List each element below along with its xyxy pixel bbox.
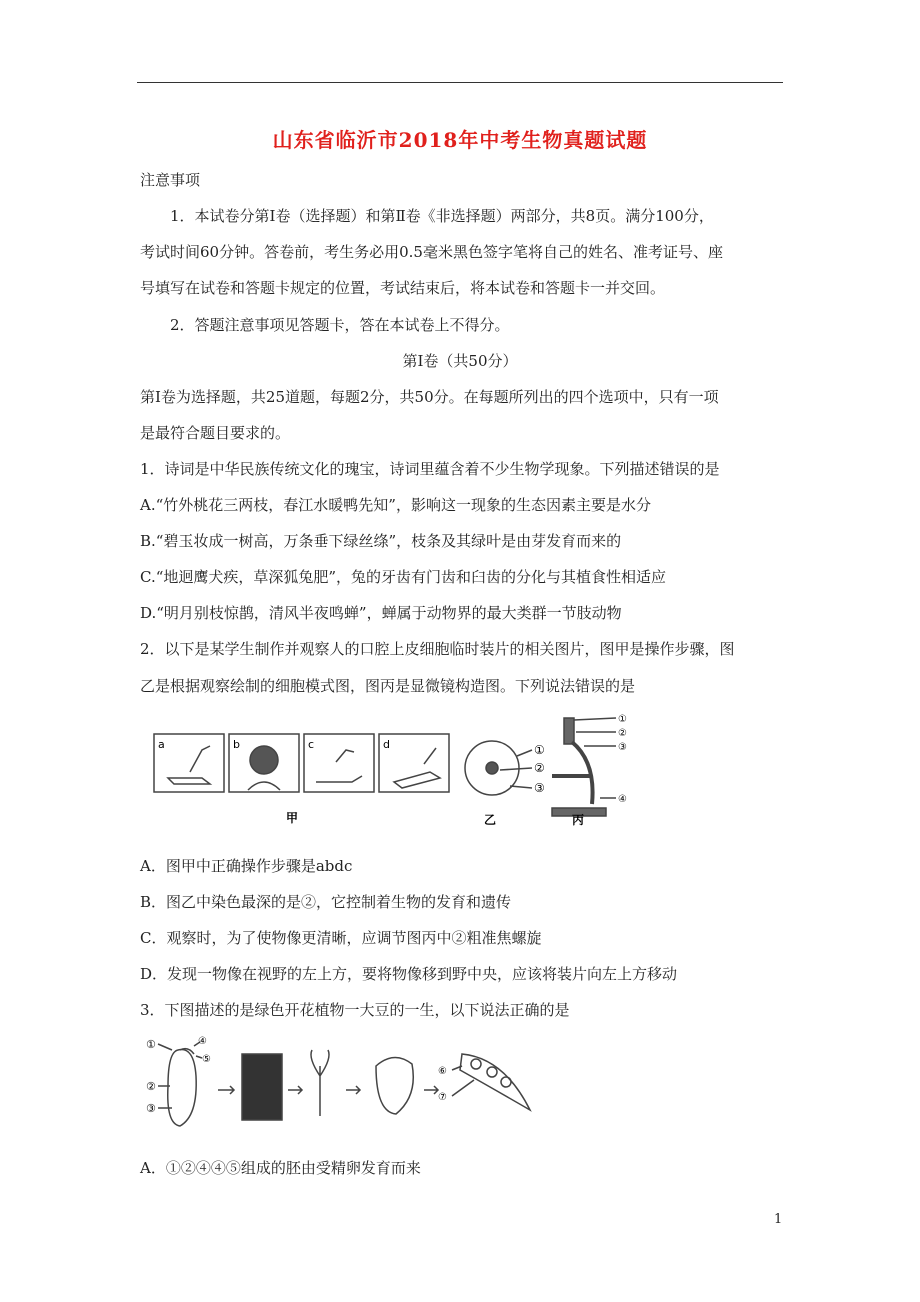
- section-heading: 第Ⅰ卷（共50分）: [402, 352, 518, 370]
- seed-marker-4: ④: [198, 1036, 207, 1047]
- needle-d: [424, 748, 436, 764]
- slide-shape-c: [316, 776, 362, 782]
- pod-marker-7: ⑦: [438, 1092, 447, 1103]
- seed-shape: [168, 1050, 196, 1126]
- pod-seed-3: [501, 1077, 511, 1087]
- page-number: 1: [774, 1212, 783, 1227]
- arrow-1: [218, 1086, 234, 1094]
- seedling: [311, 1050, 329, 1116]
- question-3-option-a: A．①②④④⑤组成的胚由受精卵发育而来: [140, 1159, 421, 1177]
- arrow-2: [288, 1086, 302, 1094]
- question-3-stem: 3．下图描述的是绿色开花植物一大豆的一生，以下说法正确的是: [140, 1001, 570, 1019]
- flower: [376, 1057, 413, 1114]
- figure-label-yi: 乙: [484, 813, 497, 827]
- question-2-option-c: C．观察时，为了使物像更清晰，应调节图丙中②粗准焦螺旋: [140, 929, 542, 947]
- step-panel-c: [304, 734, 374, 792]
- question-1-option-d: D.“明月别枝惊鹊，清风半夜鸣蝉”，蝉属于动物界的最大类群一节肢动物: [140, 604, 622, 622]
- person-shoulders-b: [248, 782, 280, 790]
- question-2-stem-line2: 乙是根据观察绘制的细胞模式图，图丙是显微镜构造图。下列说法错误的是: [140, 677, 636, 695]
- section-desc-line1: 第Ⅰ卷为选择题，共25道题，每题2分，共50分。在每题所列出的四个选项中，只有一项: [140, 388, 719, 406]
- figure-label-bing: 丙: [572, 813, 585, 827]
- pod-seed-1: [471, 1059, 481, 1069]
- cell-marker-1: ①: [534, 743, 545, 757]
- seed-marker-5: ⑤: [202, 1054, 211, 1065]
- notice-item-1-line2: 考试时间60分钟。答卷前，考生务必用0.5毫米黑色签字笔将自己的姓名、准考证号、座: [140, 243, 723, 261]
- question-2-option-b: B．图乙中染色最深的是②，它控制着生物的发育和遗传: [140, 893, 512, 911]
- microscope-eyepiece: [564, 718, 574, 744]
- pod-marker-6: ⑥: [438, 1066, 447, 1077]
- notice-heading: 注意事项: [140, 171, 201, 189]
- question-1-option-b: B.“碧玉妆成一树高，万条垂下绿丝绦”，枝条及其绿叶是由芽发育而来的: [140, 532, 622, 550]
- arrow-3: [346, 1086, 360, 1094]
- question-1-stem: 1．诗词是中华民族传统文化的瑰宝，诗词里蕴含着不少生物学现象。下列描述错误的是: [140, 460, 720, 478]
- panel-label-d: d: [383, 738, 390, 751]
- notice-item-1-line1: 1．本试卷分第Ⅰ卷（选择题）和第Ⅱ卷《非选择题）两部分，共8页。满分100分，: [170, 207, 714, 225]
- pod-seed-2: [487, 1067, 497, 1077]
- figure-label-jia: 甲: [286, 811, 299, 825]
- cell-nucleus: [486, 762, 498, 774]
- question-1-option-a: A.“竹外桃花三两枝，春江水暖鸭先知”，影响这一现象的生态因素主要是水分: [140, 496, 651, 514]
- figure-cell-slide-and-microscope: [140, 712, 636, 832]
- panel-label-b: b: [233, 738, 240, 751]
- scope-marker-2: ②: [618, 728, 627, 739]
- question-2-option-a: A．图甲中正确操作步骤是abdc: [140, 857, 353, 875]
- header-rule: [137, 82, 783, 83]
- section-desc-line2: 是最符合题目要求的。: [140, 424, 291, 442]
- germination-image: [242, 1054, 282, 1120]
- document-title: 山东省临沂市2018年中考生物真题试题: [272, 128, 648, 152]
- panel-label-c: c: [308, 738, 315, 751]
- slide-shape-a: [168, 778, 210, 784]
- seed-marker-2: ②: [146, 1080, 156, 1093]
- person-head-b: [250, 746, 278, 774]
- tweezers-c: [336, 750, 354, 762]
- arrow-4: [424, 1086, 438, 1094]
- seed-marker-1: ①: [146, 1038, 156, 1051]
- scope-marker-3: ③: [618, 742, 627, 753]
- coverslip-d: [394, 772, 440, 788]
- panel-label-a: a: [158, 738, 165, 751]
- notice-item-1-line3: 号填写在试卷和答题卡规定的位置，考试结束后，将本试卷和答题卡一并交回。: [140, 279, 666, 297]
- cell-marker-3: ③: [534, 781, 545, 795]
- scope-marker-4: ④: [618, 794, 627, 805]
- seed-marker-3: ③: [146, 1102, 156, 1115]
- microscope-arm: [572, 742, 593, 804]
- question-2-option-d: D．发现一物像在视野的左上方，要将物像移到野中央，应该将装片向左上方移动: [140, 965, 678, 983]
- notice-item-2: 2．答题注意事项见答题卡，答在本试卷上不得分。: [170, 316, 510, 334]
- figure-soybean-life-cycle: [140, 1036, 540, 1142]
- cell-marker-2: ②: [534, 761, 545, 775]
- question-1-option-c: C.“地迥鹰犬疾，草深狐兔肥”，兔的牙齿有门齿和臼齿的分化与其植食性相适应: [140, 568, 667, 586]
- question-2-stem-line1: 2．以下是某学生制作并观察人的口腔上皮细胞临时装片的相关图片，图甲是操作步骤，图: [140, 640, 735, 658]
- dropper-a: [190, 746, 210, 772]
- scope-marker-1: ①: [618, 714, 627, 725]
